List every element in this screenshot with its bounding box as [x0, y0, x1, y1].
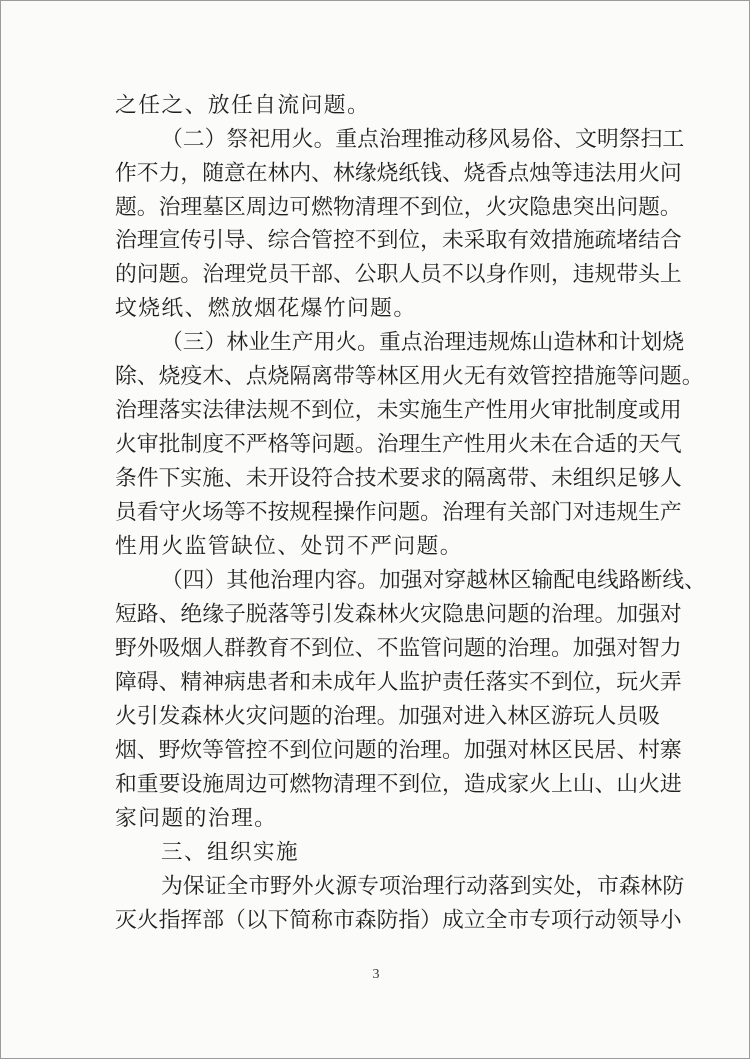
text-line: 治理落实法律法规不到位，未实施生产性用火审批制度或用 — [115, 398, 682, 423]
text-line: 条件下实施、未开设符合技术要求的隔离带、未组织足够人 — [115, 466, 682, 491]
section-heading: 三、组织实施 — [161, 840, 300, 865]
text-line: 火审批制度不严格等问题。治理生产性用火未在合适的天气 — [115, 432, 682, 457]
text-line: 的问题。治理党员干部、公职人员不以身作则，违规带头上 — [115, 262, 682, 287]
paragraph-2-heading-line: （二）祭祀用火。重点治理推动移风易俗、文明祭扫工 — [161, 127, 685, 152]
text-line: 烟、野炊等管控不到位问题的治理。加强对林区民居、村寨 — [115, 738, 682, 763]
page-number: 3 — [372, 967, 380, 982]
text-line: 野外吸烟人群教育不到位、不监管问题的治理。加强对智力 — [115, 636, 682, 661]
text-line: 家问题的治理。 — [115, 806, 278, 831]
text-line: 障碍、精神病患者和未成年人监护责任落实不到位，玩火弄 — [115, 670, 682, 695]
text-line: 治理宣传引导、综合管控不到位，未采取有效措施疏堵结合 — [115, 228, 682, 253]
text-line: 和重要设施周边可燃物清理不到位，造成家火上山、山火进 — [115, 772, 682, 797]
text-line: 作不力，随意在林内、林缘烧纸钱、烧香点烛等违法用火问 — [115, 161, 682, 186]
text-line: 员看守火场等不按规程操作问题。治理有关部门对违规生产 — [115, 500, 682, 525]
text-line: 火引发森林火灾问题的治理。加强对进入林区游玩人员吸 — [115, 704, 660, 729]
text-line: 题。治理墓区周边可燃物清理不到位，火灾隐患突出问题。 — [115, 195, 682, 220]
text-line: 除、烧疫木、点烧隔离带等林区用火无有效管控措施等问题。 — [115, 364, 704, 389]
paragraph-4-heading-line: （四）其他治理内容。加强对穿越林区输配电线路断线、 — [161, 568, 706, 593]
text-line: 坟烧纸、燃放烟花爆竹问题。 — [115, 296, 417, 321]
paragraph-3-heading-line: （三）林业生产用火。重点治理违规炼山造林和计划烧 — [161, 330, 685, 355]
text-line: 短路、绝缘子脱落等引发森林火灾隐患问题的治理。加强对 — [115, 602, 682, 627]
text-line: 灭火指挥部（以下简称市森防指）成立全市专项行动领导小 — [115, 908, 682, 933]
text-line: 为保证全市野外火源专项治理行动落到实处，市森林防 — [161, 874, 685, 899]
text-line: 性用火监管缺位、处罚不严问题。 — [115, 534, 463, 559]
text-line: 之任之、放任自流问题。 — [115, 93, 371, 118]
